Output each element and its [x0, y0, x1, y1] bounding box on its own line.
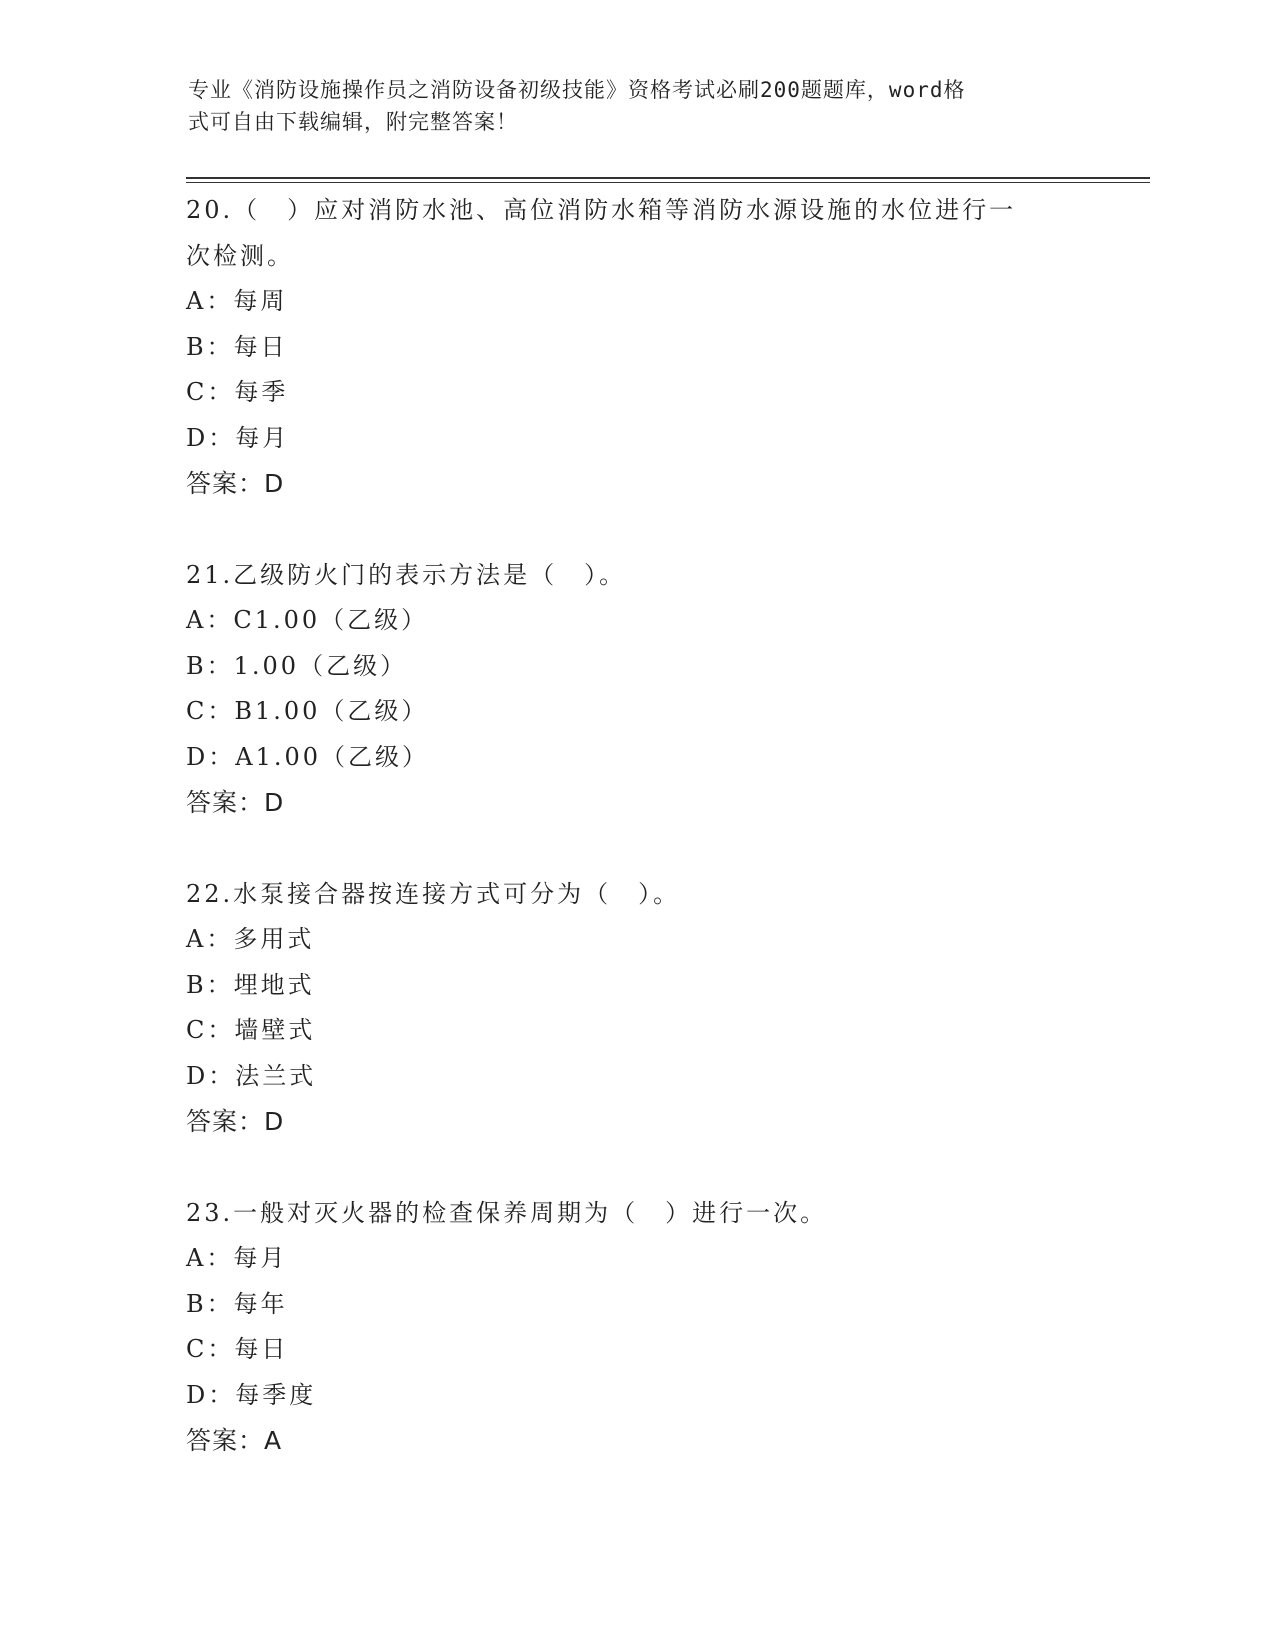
option-b: B：每日	[186, 332, 288, 361]
option-a: A：多用式	[186, 925, 315, 953]
option-d: D：A1.00（乙级）	[186, 742, 430, 771]
document-header	[188, 74, 1068, 138]
option-a: A：C1.00（乙级）	[186, 606, 429, 634]
option-c: C：B1.00（乙级）	[186, 697, 429, 725]
header-divider-thick	[186, 177, 1150, 179]
question-23	[186, 1191, 1086, 1464]
question-text: 21.乙级防火门的表示方法是（ ）。	[186, 560, 627, 589]
answer: 答案：D	[186, 1107, 285, 1136]
option-d: D：每月	[186, 423, 290, 452]
option-c: C：墙壁式	[186, 1016, 316, 1044]
header-divider-thin	[186, 182, 1150, 183]
option-b: B：埋地式	[186, 970, 315, 999]
question-text: 23.一般对灭火器的检查保养周期为（ ）进行一次。	[186, 1198, 828, 1227]
option-c: C：每季	[186, 378, 289, 406]
header-line-1: 专业《消防设施操作员之消防设备初级技能》资格考试必刷200题题库，word格	[188, 78, 966, 102]
answer: 答案：A	[186, 1426, 283, 1455]
option-a: A：每周	[186, 287, 288, 315]
answer: 答案：D	[186, 469, 285, 498]
option-b: B：每年	[186, 1289, 288, 1318]
option-a: A：每月	[186, 1244, 288, 1272]
option-d: D：每季度	[186, 1380, 317, 1409]
question-20	[186, 188, 1086, 507]
question-text-continued: 次检测。	[186, 241, 294, 270]
option-c: C：每日	[186, 1335, 289, 1363]
option-d: D：法兰式	[186, 1061, 317, 1090]
option-b: B：1.00（乙级）	[186, 651, 408, 680]
question-text: 20.（ ）应对消防水池、高位消防水箱等消防水源设施的水位进行一	[186, 196, 1017, 224]
question-22	[186, 872, 1086, 1145]
question-text: 22.水泵接合器按连接方式可分为（ ）。	[186, 879, 681, 908]
answer: 答案：D	[186, 788, 285, 817]
question-21	[186, 553, 1086, 826]
question-list	[186, 188, 1086, 1510]
header-line-2: 式可自由下载编辑，附完整答案！	[188, 110, 518, 134]
